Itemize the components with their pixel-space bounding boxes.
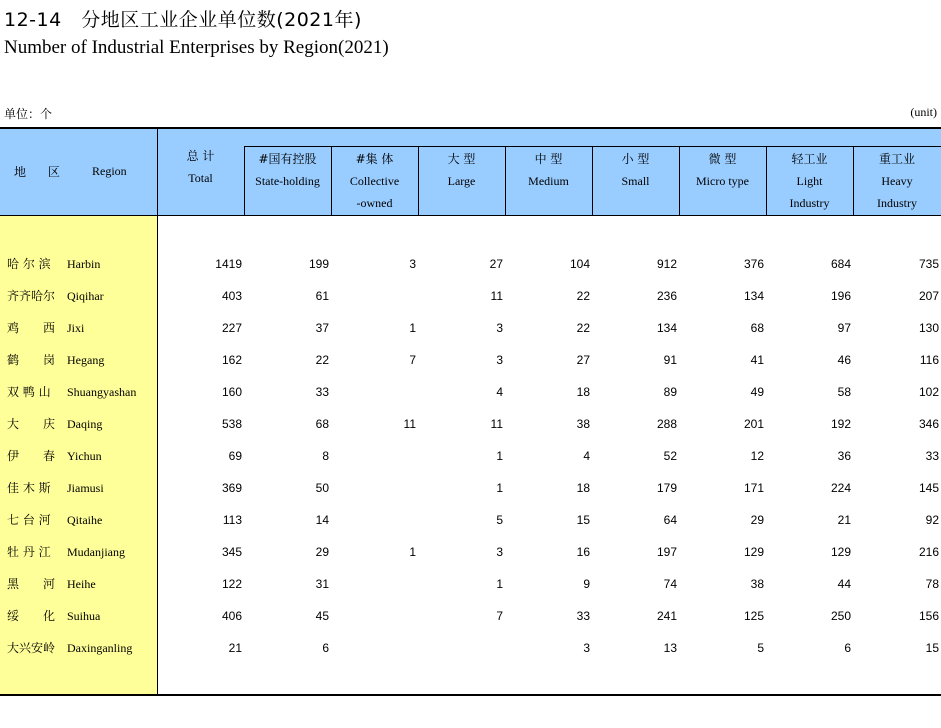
table-cell: 134 [656, 321, 677, 335]
table-cell: 3 [496, 545, 503, 559]
table-cell: 145 [918, 481, 939, 495]
region-name-cn: 牡 丹 江 [7, 545, 51, 559]
table-cell: 68 [315, 417, 329, 431]
column-header-en-line2: Industry [789, 196, 830, 210]
table-cell: 8 [322, 449, 329, 463]
column-header [331, 148, 418, 214]
column-header-en-line2: Industry [877, 196, 917, 210]
table-row [0, 416, 941, 448]
region-name-cn: 鹤 岗 [7, 353, 56, 367]
table-cell: 1 [496, 577, 503, 591]
table-cell: 129 [743, 545, 764, 559]
table-row [0, 576, 941, 608]
table-cell: 52 [663, 449, 677, 463]
table-cell: 104 [569, 257, 590, 271]
region-name-en: Shuangyashan [67, 385, 137, 399]
column-header [157, 145, 244, 189]
table-row [0, 448, 941, 480]
table-cell: 14 [315, 513, 329, 527]
table-cell: 288 [656, 417, 677, 431]
table-bottom-rule [0, 694, 941, 696]
column-header [592, 148, 679, 192]
region-header-cn: 地 区 [14, 165, 69, 179]
table-cell: 162 [221, 353, 242, 367]
table-cell: 134 [743, 289, 764, 303]
table-cell: 27 [576, 353, 590, 367]
region-name-cn: 鸡 西 [7, 321, 56, 335]
table-cell: 15 [576, 513, 590, 527]
table-cell: 36 [837, 449, 851, 463]
table-cell: 1 [409, 321, 416, 335]
column-header [853, 148, 941, 214]
table-cell: 684 [830, 257, 851, 271]
region-name-cn: 伊 春 [7, 449, 56, 463]
table-row [0, 352, 941, 384]
table-cell: 130 [918, 321, 939, 335]
column-header-en: Heavy [881, 174, 913, 188]
column-header [766, 148, 853, 214]
table-cell: 74 [663, 577, 677, 591]
column-header-en: Small [621, 174, 650, 188]
table-cell: 9 [583, 577, 590, 591]
table-cell: 5 [757, 641, 764, 655]
table-row [0, 640, 941, 672]
table-cell: 156 [918, 609, 939, 623]
table-cell: 15 [925, 641, 939, 655]
column-header [679, 148, 766, 192]
table-cell: 38 [576, 417, 590, 431]
table-cell: 3 [583, 641, 590, 655]
table-cell: 3 [496, 353, 503, 367]
table-cell: 207 [918, 289, 939, 303]
table-cell: 403 [221, 289, 242, 303]
table-cell: 22 [576, 321, 590, 335]
column-header [418, 148, 505, 192]
region-name-en: Jiamusi [67, 481, 104, 495]
unit-label-cn: 单位：个 [4, 107, 53, 121]
table-cell: 11 [403, 417, 416, 431]
table-cell: 3 [496, 321, 503, 335]
table-cell: 345 [221, 545, 242, 559]
region-header-en: Region [92, 164, 127, 178]
table-cell: 1 [496, 481, 503, 495]
column-header-en: Total [188, 171, 213, 185]
region-name-en: Yichun [67, 449, 102, 463]
table-cell: 91 [663, 353, 677, 367]
table-cell: 44 [837, 577, 851, 591]
table-cell: 160 [221, 385, 242, 399]
table-cell: 241 [656, 609, 677, 623]
column-header-en: Medium [528, 174, 569, 188]
table-cell: 1 [409, 545, 416, 559]
table-cell: 1 [496, 449, 503, 463]
table-row [0, 288, 941, 320]
table-cell: 21 [228, 641, 242, 655]
table-cell: 89 [663, 385, 677, 399]
table-cell: 33 [925, 449, 939, 463]
table-cell: 538 [221, 417, 242, 431]
table-cell: 69 [228, 449, 242, 463]
table-cell: 192 [830, 417, 851, 431]
table-cell: 31 [315, 577, 329, 591]
region-name-cn: 七 台 河 [7, 513, 51, 527]
table-cell: 102 [918, 385, 939, 399]
table-cell: 37 [315, 321, 329, 335]
table-cell: 197 [656, 545, 677, 559]
region-name-en: Jixi [67, 321, 85, 335]
table-cell: 346 [918, 417, 939, 431]
table-top-rule [0, 127, 941, 129]
table-row [0, 256, 941, 288]
table-cell: 21 [837, 513, 851, 527]
table-row [0, 384, 941, 416]
column-header-cn: 微 型 [708, 152, 737, 166]
column-header-cn: #集 体 [355, 152, 394, 166]
table-cell: 113 [222, 513, 242, 527]
column-header-cn: 大 型 [447, 152, 476, 166]
region-name-cn: 双 鸭 山 [7, 385, 51, 399]
table-cell: 5 [496, 513, 503, 527]
table-cell: 61 [315, 289, 329, 303]
column-header-en-line2: -owned [356, 196, 393, 210]
table-row [0, 608, 941, 640]
table-cell: 227 [221, 321, 242, 335]
unit-label-en: (unit) [910, 105, 937, 119]
region-name-cn: 哈 尔 滨 [7, 257, 51, 271]
table-cell: 27 [489, 257, 503, 271]
table-cell: 29 [750, 513, 764, 527]
column-header [244, 148, 331, 192]
table-cell: 22 [576, 289, 590, 303]
column-header-en: Micro type [696, 174, 749, 188]
table-cell: 68 [750, 321, 764, 335]
table-cell: 45 [315, 609, 329, 623]
table-cell: 50 [315, 481, 329, 495]
table-cell: 116 [919, 353, 939, 367]
table-cell: 33 [315, 385, 329, 399]
table-cell: 7 [496, 609, 503, 623]
table-cell: 64 [663, 513, 677, 527]
table-cell: 1419 [215, 257, 242, 271]
table-cell: 129 [830, 545, 851, 559]
column-header-en: Light [796, 174, 823, 188]
column-header-cn: 轻工业 [791, 152, 828, 166]
table-cell: 12 [750, 449, 764, 463]
region-name-cn: 大 庆 [7, 417, 56, 431]
page-title-en: Number of Industrial Enterprises by Region(2021) [4, 37, 389, 58]
table-cell: 41 [750, 353, 764, 367]
table-cell: 7 [409, 353, 416, 367]
region-name-en: Qitaihe [67, 513, 103, 527]
table-cell: 6 [844, 641, 851, 655]
table-cell: 125 [743, 609, 764, 623]
table-cell: 236 [656, 289, 677, 303]
table-cell: 4 [496, 385, 503, 399]
table-cell: 216 [918, 545, 939, 559]
region-name-en: Heihe [67, 577, 96, 591]
table-cell: 49 [750, 385, 764, 399]
table-cell: 376 [743, 257, 764, 271]
column-header-cn: #国有控股 [258, 152, 317, 166]
column-header-en: Collective [349, 174, 400, 188]
header-bottom-line [0, 215, 941, 216]
table-cell: 250 [830, 609, 851, 623]
table-row [0, 544, 941, 576]
table-row [0, 512, 941, 544]
table-cell: 369 [221, 481, 242, 495]
table-cell: 92 [925, 513, 939, 527]
table-cell: 18 [576, 481, 590, 495]
table-cell: 179 [656, 481, 677, 495]
table-cell: 78 [925, 577, 939, 591]
table-cell: 201 [743, 417, 764, 431]
column-header-en: Large [447, 174, 476, 188]
region-name-cn: 齐齐哈尔 [7, 289, 56, 303]
table-cell: 406 [221, 609, 242, 623]
region-name-cn: 绥 化 [7, 609, 56, 623]
table-row [0, 480, 941, 512]
table-cell: 29 [315, 545, 329, 559]
table-cell: 46 [837, 353, 851, 367]
region-name-cn: 黑 河 [7, 577, 56, 591]
table-cell: 18 [576, 385, 590, 399]
table-cell: 735 [918, 257, 939, 271]
table-cell: 122 [221, 577, 242, 591]
table-cell: 22 [315, 353, 329, 367]
column-header-cn: 重工业 [878, 152, 915, 166]
table-cell: 33 [576, 609, 590, 623]
table-cell: 97 [837, 321, 851, 335]
region-name-en: Qiqihar [67, 289, 104, 303]
table-cell: 4 [583, 449, 590, 463]
table-cell: 16 [576, 545, 590, 559]
table-cell: 171 [743, 481, 764, 495]
page-title-cn: 12-14 分地区工业企业单位数(2021年) [4, 9, 362, 31]
column-header-en: State-holding [255, 174, 320, 188]
table-cell: 11 [490, 417, 503, 431]
region-name-cn: 大兴安岭 [7, 641, 56, 655]
region-name-en: Mudanjiang [67, 545, 125, 559]
table-cell: 38 [750, 577, 764, 591]
column-header [505, 148, 592, 192]
table-cell: 199 [308, 257, 329, 271]
column-header-cn: 小 型 [621, 152, 650, 166]
column-header-cn: 总 计 [186, 149, 215, 163]
region-name-en: Harbin [67, 257, 101, 271]
table-cell: 6 [322, 641, 329, 655]
table-cell: 196 [830, 289, 851, 303]
table-cell: 11 [490, 289, 503, 303]
region-name-en: Daqing [67, 417, 103, 431]
region-name-en: Hegang [67, 353, 105, 367]
table-cell: 3 [409, 257, 416, 271]
table-cell: 224 [830, 481, 851, 495]
region-name-cn: 佳 木 斯 [7, 481, 51, 495]
table-cell: 13 [663, 641, 677, 655]
table-row [0, 320, 941, 352]
column-header-cn: 中 型 [534, 152, 563, 166]
table-cell: 912 [656, 257, 677, 271]
table-cell: 58 [837, 385, 851, 399]
region-name-en: Daxinganling [67, 641, 133, 655]
region-name-en: Suihua [67, 609, 101, 623]
